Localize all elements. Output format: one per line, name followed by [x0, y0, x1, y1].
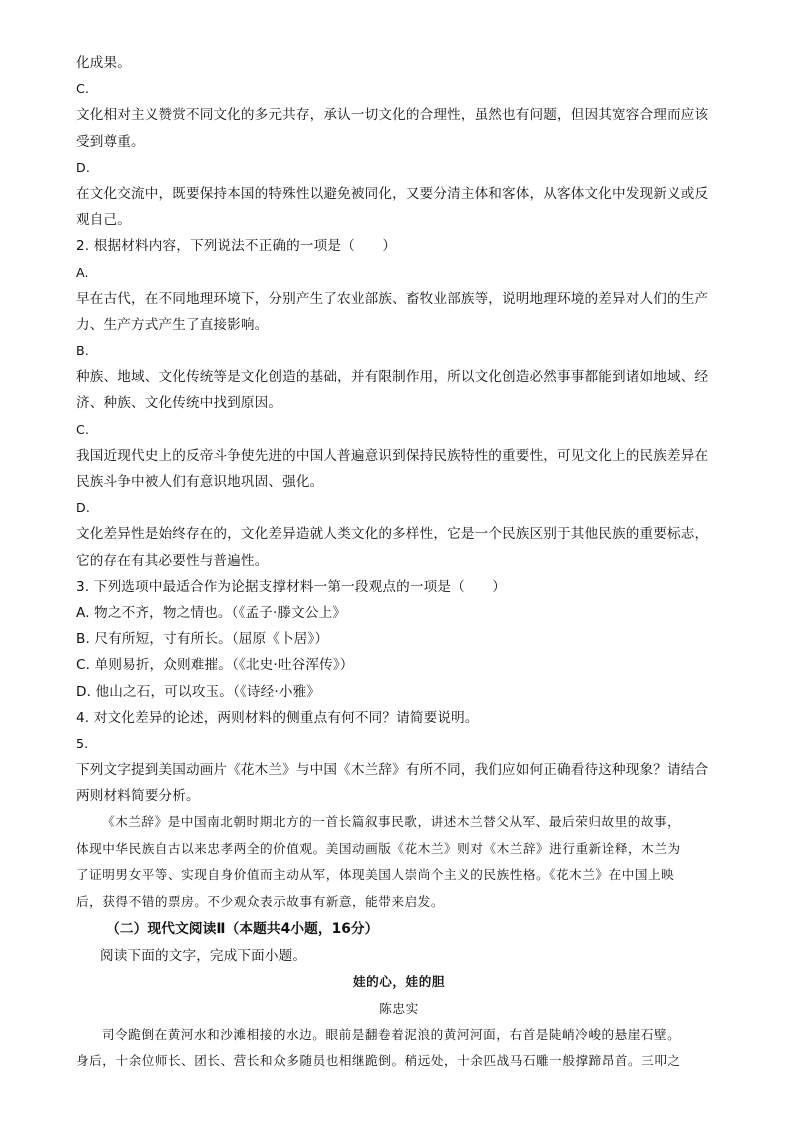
text-line: 受到尊重。	[76, 133, 145, 150]
text-line: 5.	[76, 735, 89, 751]
text-line: 娃的心，娃的胆	[352, 974, 445, 990]
text-line: B. 尺有所短，寸有所长。（屈原《卜居》）	[76, 631, 329, 648]
text-line: 司令跪倒在黄河水和沙滩相接的水边。眼前是翻卷着泥浪的黄河河面，右首是陡峭冷峻的悬崖石壁。	[102, 1026, 681, 1042]
text-line: 阅读下面的文字，完成下面小题。	[100, 948, 307, 964]
text-line: D. 他山之石，可以攻玉。（《诗经·小雅》	[76, 683, 321, 700]
text-line: 在文化交流中，既要保持本国的特殊性以避免被同化，又要分清主体和客体，从客体文化中发现新义或反	[76, 185, 709, 202]
text-line: A.	[76, 264, 89, 280]
text-line: 力、生产方式产生了直接影响。	[76, 316, 269, 333]
text-line: C. 单则易折，众则难摧。（《北史·吐谷浑传》）	[76, 657, 354, 674]
text-line: 它的存在有其必要性与普遍性。	[76, 552, 269, 569]
text-line: 观自己。	[76, 212, 131, 229]
text-line: 后，获得不错的票房。不少观众表示故事有新意，能带来启发。	[76, 893, 445, 909]
text-line: 文化相对主义赞赏不同文化的多元共存，承认一切文化的合理性，虽然也有问题，但因其宽容合理而应该	[76, 107, 709, 124]
text-line: 种族、地域、文化传统等是文化创造的基础，并有限制作用，所以文化创造必然事事都能到诸如地域、经	[76, 369, 709, 386]
text-line: 陈忠实	[379, 1000, 419, 1016]
text-line: 体现中华民族自古以来忠孝两全的价值观。美国动画版《花木兰》则对《木兰辞》进行重新诠释，木兰为	[76, 840, 681, 856]
text-line: B.	[76, 343, 89, 359]
text-line: 身后，十余位师长、团长、营长和众多随员也相继跪倒。稍远处，十余匹战马石雕一般撑蹄昂首。三叩之	[76, 1053, 681, 1069]
text-line: D.	[76, 159, 91, 175]
text-line: 济、种族、文化传统中找到原因。	[76, 395, 283, 412]
text-line: 4. 对文化差异的论述，两则材料的侧重点有何不同？请简要说明。	[76, 709, 479, 726]
text-line: 两则材料简要分析。	[76, 788, 200, 805]
text-line: C.	[76, 421, 90, 437]
text-line: 《木兰辞》是中国南北朝时期北方的一首长篇叙事民歌，讲述木兰替父从军、最后荣归故里的故事，	[102, 814, 681, 830]
text-line: 3. 下列选项中最适合作为论据支撑材料一第一段观点的一项是（ ）	[76, 578, 507, 595]
text-line: C.	[76, 81, 90, 97]
text-line: （二）现代文阅读Ⅱ（本题共4小题，16分）	[106, 921, 379, 937]
document-body	[76, 50, 722, 1075]
text-line: A. 物之不齐，物之情也。（《孟子·滕文公上》	[76, 604, 347, 621]
text-line: 民族斗争中被人们有意识地巩固、强化。	[76, 474, 324, 490]
text-line: 2. 根据材料内容，下列说法不正确的一项是（ ）	[76, 238, 397, 255]
text-line: 我国近现代史上的反帝斗争使先进的中国人普遍意识到保持民族特性的重要性，可见文化上的民族差异在	[76, 447, 709, 464]
text-line: 早在古代，在不同地理环境下，分别产生了农业部族、畜牧业部族等，说明地理环境的差异对人们的生产	[76, 290, 709, 307]
text-line: 了证明男女平等、实现自身价值而主动从军，体现美国人崇尚个主义的民族性格。《花木兰》在中国上映	[76, 867, 675, 883]
text-line: 化成果。	[76, 55, 131, 71]
text-line: 下列文字提到美国动画片《花木兰》与中国《木兰辞》有所不同，我们应如何正确看待这种现象？请结合	[76, 762, 709, 779]
text-line: 文化差异性是始终存在的，文化差异造就人类文化的多样性，它是一个民族区别于其他民族的重要标志，	[76, 526, 709, 543]
text-line: D.	[76, 500, 91, 516]
